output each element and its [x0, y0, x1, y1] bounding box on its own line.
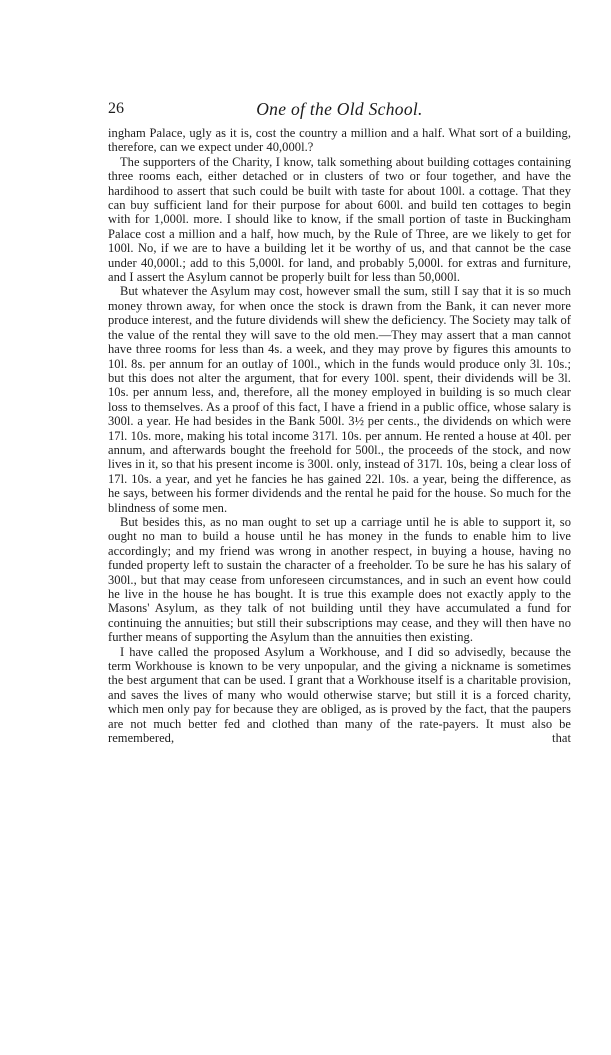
page — [108, 96, 571, 745]
running-title: One of the Old School. — [256, 99, 423, 119]
paragraph-continued: ingham Palace, ugly as it is, cost the country a million and a half. What sort of a building, therefore, can we expect under 40,000l.? — [108, 126, 571, 155]
paragraph-carriage: But besides this, as no man ought to set up a carriage until he is able to support it, so ought no man to build a house until he has money in the funds to enable him to live accordingly; and my friend was wrong in another respect, in buying a house, having no funded property left to sustain the character of a freeholder. To be sure he has his salary of 300l., but that may cease from unforeseen circumstances, and in such an event how could he live in the house he has bought. It is true this example does not exactly apply to the Masons' Asylum, as they talk of not building until they have accumulated a fund for continuing the annuities; but still their subscriptions may cease, and they will then have no further means of supporting the Asylum than the annuities then existing. — [108, 514, 571, 645]
body-text — [108, 126, 571, 745]
paragraph-workhouse: I have called the proposed Asylum a Workhouse, and I did so advisedly, because the term Workhouse is known to be very unpopular, and the giving a nickname is sometimes the best argument that can be used. I grant that a Workhouse itself is a charitable provision, and saves the lives of many who would otherwise starve; but still it is a forced charity, which men only pay for because they are obliged, as is proved by the fact, that the paupers are not much better fed and clothed than many of the rate-payers. It must also be remembered, that — [108, 644, 571, 746]
paragraph-cottages: The supporters of the Charity, I know, talk something about building cottages containing three rooms each, either detached or in clusters of two or four together, and have the hardihood to assert that such could be built with taste for about 100l. a cottage. That they can buy sufficient land for their purpose for about 600l. and build ten cottages to begin with for 1,000l. more. I should like to know, if the small portion of taste in Buckingham Palace cost a million and a half, how much, by the Rule of Three, are we likely to get for 100l. No, if we are to have a building let it be worthy of us, and that cannot be the case under 40,000l.; add to this 5,000l. for land, and probably 5,000l. for extras and furniture, and I assert the Asylum cannot be properly built for less than 50,000l. — [108, 154, 571, 285]
page-header — [108, 96, 571, 122]
paragraph-cost: But whatever the Asylum may cost, however small the sum, still I say that it is so much money thrown away, for when once the stock is drawn from the Bank, it can never more produce interest, and the future dividends will shew the deficiency. The Society may talk of the value of the rental they will save to the old men.—They may assert that a man cannot have three rooms for less than 4s. a week, and they may prove by figures this amounts to 10l. 8s. per annum for an outlay of 100l., which in the funds would produce only 3l. 10s.; but this does not alter the argument, that for every 100l. spent, their dividends will be 3l. 10s. per annum less, and, therefore, all the money employed in building is so much clear loss to themselves. As a proof of this fact, I have a friend in a public office, whose salary is 300l. a year. He had besides in the Bank 500l. 3½ per cents., the dividends on which were 17l. 10s. more, making his total income 317l. 10s. per annum. He rented a house at 40l. per annum, and afterwards bought the freehold for 500l., the proceeds of the stock, and now lives in it, so that his present income is 300l. only, instead of 317l. 10s, being a clear loss of 17l. 10s. a year, and yet he fancies he has gained 22l. 10s. a year, being the difference, as he says, between his former dividends and the rental he paid for the house. So much for the blindness of some men. — [108, 284, 571, 515]
page-number: 26 — [108, 100, 124, 117]
